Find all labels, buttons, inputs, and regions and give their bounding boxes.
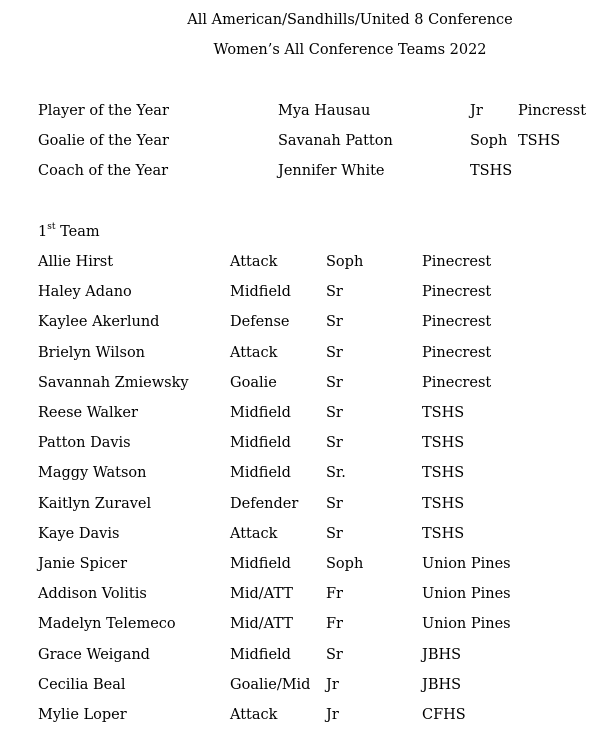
player-school: JBHS (422, 676, 462, 693)
player-year: Soph (326, 254, 364, 270)
player-position: Midfield (230, 465, 291, 482)
player-position: Midfield (230, 556, 291, 572)
player-position: Mid/ATT (230, 586, 293, 603)
player-position: Goalie/Mid (230, 676, 311, 693)
player-name: Brielyn Wilson (38, 344, 146, 361)
player-year: Sr (326, 495, 343, 512)
award-recipient: Savanah Patton (278, 133, 393, 149)
player-position: Attack (230, 344, 278, 361)
player-name: Allie Hirst (38, 254, 114, 270)
player-year: Soph (326, 556, 364, 572)
player-school: Pinecrest (422, 284, 492, 301)
player-name: Maggy Watson (38, 465, 147, 482)
player-year: Sr (326, 405, 343, 421)
award-recipient: Jennifer White (278, 163, 385, 179)
player-name: Reese Walker (38, 405, 138, 421)
player-school: Pinecrest (422, 344, 492, 361)
player-name: Kaitlyn Zuravel (38, 495, 152, 512)
player-name: Savannah Zmiewsky (38, 374, 189, 391)
player-year: Sr. (326, 465, 346, 482)
award-title: Player of the Year (38, 103, 169, 119)
player-year: Sr (326, 525, 343, 542)
award-school: TSHS (518, 133, 561, 149)
player-year: Jr (326, 707, 339, 723)
player-position: Attack (230, 525, 278, 542)
award-grade: Jr (470, 103, 483, 119)
player-school: Union Pines (422, 616, 511, 633)
player-name: Addison Volitis (38, 586, 147, 603)
player-school: Union Pines (422, 586, 511, 603)
player-school: CFHS (422, 707, 466, 723)
player-school: Union Pines (422, 556, 511, 572)
player-name: Cecilia Beal (38, 676, 126, 693)
player-school: JBHS (422, 646, 462, 663)
player-position: Mid/ATT (230, 616, 293, 633)
player-year: Fr (326, 586, 343, 603)
player-school: TSHS (422, 405, 465, 421)
player-year: Sr (326, 435, 343, 452)
player-school: TSHS (422, 465, 465, 482)
player-name: Grace Weigand (38, 646, 150, 663)
player-position: Goalie (230, 374, 277, 391)
award-title: Goalie of the Year (38, 133, 169, 149)
player-year: Sr (326, 646, 343, 663)
player-year: Sr (326, 374, 343, 391)
award-school: Pincresst (518, 103, 587, 119)
player-position: Midfield (230, 405, 291, 421)
player-name: Janie Spicer (38, 556, 128, 572)
document-subtitle: Women’s All Conference Teams 2022 (213, 42, 487, 58)
player-position: Midfield (230, 646, 291, 663)
player-year: Sr (326, 284, 343, 301)
player-year: Fr (326, 616, 343, 633)
player-name: Patton Davis (38, 435, 131, 452)
player-name: Kaye Davis (38, 525, 120, 542)
player-position: Defense (230, 314, 290, 331)
player-position: Attack (230, 254, 278, 270)
player-name: Kaylee Akerlund (38, 314, 160, 331)
player-position: Midfield (230, 284, 291, 301)
player-school: Pinecrest (422, 254, 492, 270)
player-school: TSHS (422, 495, 465, 512)
award-recipient: Mya Hausau (278, 103, 371, 119)
player-year: Sr (326, 314, 343, 331)
player-name: Haley Adano (38, 284, 132, 301)
first-team-heading: 1st Team (38, 222, 100, 240)
player-school: Pinecrest (422, 374, 492, 391)
player-name: Mylie Loper (38, 707, 127, 723)
player-position: Attack (230, 707, 278, 723)
document-title: All American/Sandhills/United 8 Conference (187, 12, 513, 28)
player-position: Defender (230, 495, 299, 512)
player-year: Sr (326, 344, 343, 361)
award-title: Coach of the Year (38, 163, 169, 179)
player-school: TSHS (422, 525, 465, 542)
award-grade: TSHS (470, 163, 513, 179)
player-position: Midfield (230, 435, 291, 452)
player-year: Jr (326, 676, 339, 693)
player-name: Madelyn Telemeco (38, 616, 176, 633)
player-school: TSHS (422, 435, 465, 452)
player-school: Pinecrest (422, 314, 492, 331)
award-grade: Soph (470, 133, 508, 149)
